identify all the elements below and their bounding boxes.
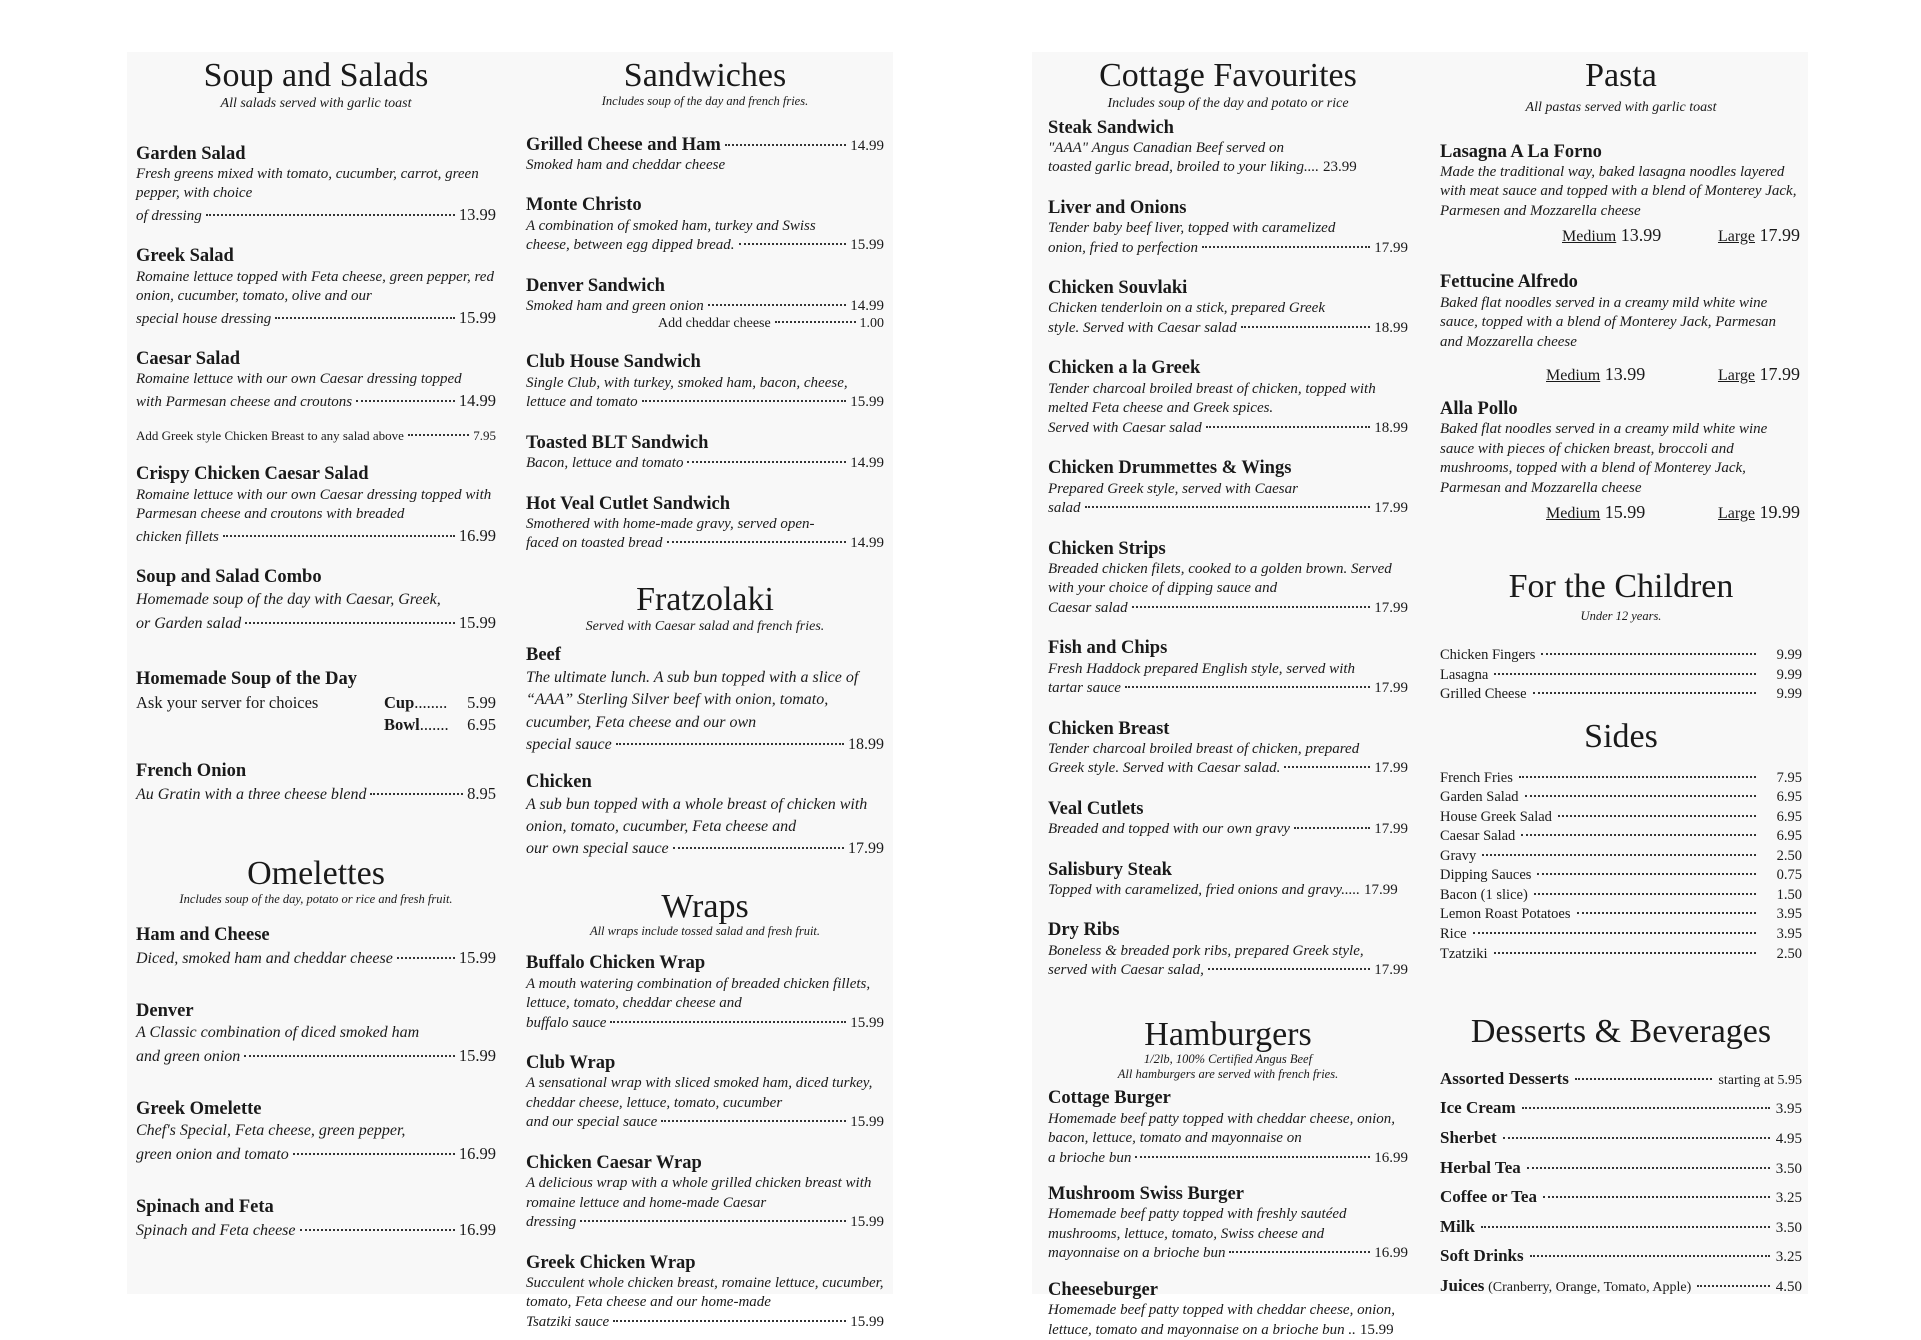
list-item: Lemon Roast Potatoes 3.95 [1440, 906, 1802, 923]
omelettes-title: Omelettes [247, 855, 385, 893]
list-item: Sherbet 4.95 [1440, 1128, 1802, 1148]
list-item: Rice 3.95 [1440, 926, 1802, 943]
menu-item: Club House Sandwich Single Club, with turkey, smoked ham, bacon, cheese, lettuce and tomato 15.99 [526, 352, 884, 411]
soup-salads-title: Soup and Salads [203, 57, 429, 94]
menu-item: Buffalo Chicken Wrap A mouth watering combination of breaded chicken fillets, lettuce, tomato, cheddar cheese and buffalo sauce 15.99 [526, 953, 884, 1031]
column-4 [1440, 58, 1802, 1300]
menu-item: Mushroom Swiss Burger Homemade beef patty topped with freshly sautéed mushrooms, lettuce, tomato, Swiss cheese and mayonnaise on a brioche bun 16.99 [1048, 1184, 1408, 1262]
list-item: Chicken Fingers 9.99 [1440, 647, 1802, 664]
menu-item: Chicken Souvlaki Chicken tenderloin on a stick, prepared Greek style. Served with Caesar salad 18.99 [1048, 278, 1408, 336]
list-item: Coffee or Tea 3.25 [1440, 1187, 1802, 1207]
menu-item: Beef The ultimate lunch. A sub bun topped with a slice of “AAA” Sterling Silver beef with onion, tomato, cucumber, Feta cheese and our own special sauce 18.99 [526, 645, 884, 753]
menu-item: Caesar Salad Romaine lettuce with our own Caesar dressing topped with Parmesan cheese and croutons 14.99 [136, 349, 496, 410]
menu-item: French Onion Au Gratin with a three cheese blend 8.95 [136, 760, 496, 803]
sandwiches-subtitle: Includes soup of the day and french fries. [601, 93, 809, 108]
wraps-subtitle: All wraps include tossed salad and fresh fruit. [589, 924, 821, 939]
hamburgers-title: Hamburgers [1144, 1015, 1312, 1053]
hamburgers-subtitle: 1/2lb, 100% Certified Angus Beef [1143, 1052, 1313, 1067]
menu-item: Toasted BLT Sandwich Bacon, lettuce and tomato 14.99 [526, 432, 884, 472]
wraps-title: Wraps [661, 887, 749, 925]
menu-item: Ham and Cheese Diced, smoked ham and cheddar cheese 15.99 [136, 924, 496, 968]
cottage-title: Cottage Favourites [1099, 57, 1357, 94]
list-item: Bacon (1 slice) 1.50 [1440, 886, 1802, 903]
addon-note: Add Greek style Chicken Breast to any salad above 7.95 [136, 428, 496, 444]
fratzolaki-subtitle: Served with Caesar salad and french fries. [585, 619, 825, 635]
menu-item: Greek Salad Romaine lettuce topped with Feta cheese, green pepper, red onion, cucumber, tomato, olive and our special house dressing 15.99 [136, 246, 496, 327]
soup-salads-subtitle: All salads served with garlic toast [220, 95, 412, 111]
desserts-title: Desserts & Beverages [1470, 1013, 1772, 1051]
menu-item: Cheeseburger Homemade beef patty topped with cheddar cheese, onion, lettuce, tomato and mayonnaise on a brioche bun .. 15.99 [1048, 1279, 1395, 1338]
menu-item: Lasagna A La Forno Made the traditional way, baked lasagna noodles layered with meat sauce and topped with a blend of Monterey Jack, Parmesen and Mozzarella cheese Medium 13.99 Large 17.99 [1440, 141, 1800, 246]
menu-item: Chicken A sub bun topped with a whole breast of chicken with onion, tomato, cucumber, Feta cheese and our own special sauce 17.99 [526, 772, 884, 858]
list-item: House Greek Salad 6.95 [1440, 808, 1802, 825]
menu-item: Liver and Onions Tender baby beef liver, topped with caramelized onion, fried to perfection 17.99 [1048, 197, 1408, 256]
cottage-subtitle: Includes soup of the day and potato or rice [1107, 95, 1349, 111]
menu-item: Steak Sandwich "AAA" Angus Canadian Beef served on toasted garlic bread, broiled to your liking.... 23.99 [1048, 117, 1357, 176]
pasta-subtitle: All pastas served with garlic toast [1525, 99, 1717, 115]
list-item: French Fries 7.95 [1440, 769, 1802, 786]
pasta-title: Pasta [1585, 57, 1657, 94]
list-item: Lasagna 9.99 [1440, 666, 1802, 683]
menu-item: Fish and Chips Fresh Haddock prepared English style, served with tartar sauce 17.99 [1048, 638, 1408, 697]
menu-item: Club Wrap A sensational wrap with sliced smoked ham, diced turkey, cheddar cheese, lettuce, tomato, cucumber and our special sauce 15.99 [526, 1053, 884, 1131]
menu-item: Greek Omelette Chef's Special, Feta cheese, green pepper, green onion and tomato 16.99 [136, 1098, 496, 1164]
list-item: Dipping Sauces 0.75 [1440, 867, 1802, 884]
list-item: Garden Salad 6.95 [1440, 789, 1802, 806]
menu-item: Cottage Burger Homemade beef patty topped with cheddar cheese, onion, bacon, lettuce, tomato and mayonnaise on a brioche bun 16.99 [1048, 1088, 1408, 1166]
omelettes-subtitle: Includes soup of the day, potato or rice and fresh fruit. [179, 891, 453, 906]
list-item: Caesar Salad 6.95 [1440, 828, 1802, 845]
menu-item: Chicken a la Greek Tender charcoal broiled breast of chicken, topped with melted Feta cheese and Greek spices. Served with Caesar salad 18.99 [1048, 358, 1408, 436]
menu-item: Salisbury Steak Topped with caramelized, fried onions and gravy..... 17.99 [1048, 859, 1398, 898]
list-item: Assorted Desserts starting at 5.95 [1440, 1068, 1802, 1088]
list-item: Grilled Cheese 9.99 [1440, 686, 1802, 703]
children-subtitle: Under 12 years. [1580, 609, 1662, 624]
list-item: Gravy 2.50 [1440, 847, 1802, 864]
menu-item: Hot Veal Cutlet Sandwich Smothered with home-made gravy, served open- faced on toasted bread 14.99 [526, 493, 884, 552]
column-2 [526, 58, 884, 1332]
list-item: Ice Cream 3.95 [1440, 1098, 1802, 1118]
menu-item: Chicken Caesar Wrap A delicious wrap with a whole grilled chicken breast with romaine lettuce and home-made Caesar dressing 15.99 [526, 1152, 884, 1231]
fratzolaki-title: Fratzolaki [636, 580, 774, 618]
menu-item: Monte Christo A combination of smoked ham, turkey and Swiss cheese, between egg dipped bread. 15.99 [526, 195, 884, 254]
menu-item: Grilled Cheese and Ham 14.99 Smoked ham and cheddar cheese [526, 134, 884, 173]
column-1 [136, 58, 496, 1242]
menu-item: Garden Salad Fresh greens mixed with tomato, cucumber, carrot, green pepper, with choice of dressing 13.99 [136, 143, 496, 224]
menu-item: Alla Pollo Baked flat noodles served in a creamy mild white wine sauce with pieces of chicken breast, broccoli and mushrooms, topped with a blend of Monterey Jack, Parmesan and Mozzarella cheese Medium 15.99 Large 19.99 [1440, 399, 1800, 523]
list-item: Milk 3.50 [1440, 1216, 1802, 1236]
menu-item: Crispy Chicken Caesar Salad Romaine lettuce with our own Caesar dressing topped with Parmesan cheese and croutons with breaded chicken fillets 16.99 [136, 464, 496, 545]
menu-item: Denver Sandwich Smoked ham and green onion 14.99 Add cheddar cheese 1.00 [526, 275, 884, 332]
menu-item: Chicken Drummettes & Wings Prepared Greek style, served with Caesar salad 17.99 [1048, 458, 1408, 517]
menu-item: Soup and Salad Combo Homemade soup of the day with Caesar, Greek, or Garden salad 15.99 [136, 567, 496, 632]
soup-of-the-day: Homemade Soup of the Day Ask your server for choices Cup ........ 5.99 Bowl ....... 6.95 [136, 669, 496, 734]
children-title: For the Children [1508, 568, 1734, 606]
sandwiches-title: Sandwiches [623, 57, 787, 94]
menu-item: Veal Cutlets Breaded and topped with our own gravy 17.99 [1048, 798, 1408, 838]
hamburgers-subtitle-2: All hamburgers are served with french fries. [1117, 1067, 1339, 1082]
sides-title: Sides [1584, 717, 1658, 755]
list-item: Soft Drinks 3.25 [1440, 1246, 1802, 1266]
menu-item: Greek Chicken Wrap Succulent whole chicken breast, romaine lettuce, cucumber, tomato, Feta cheese and our home-made Tsatziki sauce 15.99 [526, 1252, 884, 1330]
column-3 [1048, 58, 1408, 1340]
menu-item: Chicken Breast Tender charcoal broiled breast of chicken, prepared Greek style. Served with Caesar salad. 17.99 [1048, 718, 1408, 777]
list-item: Herbal Tea 3.50 [1440, 1157, 1802, 1177]
menu-item: Chicken Strips Breaded chicken filets, cooked to a golden brown. Served with your choice of dipping sauce and Caesar salad 17.99 [1048, 538, 1408, 616]
menu-item: Spinach and Feta Spinach and Feta cheese 16.99 [136, 1196, 496, 1239]
menu-item: Dry Ribs Boneless & breaded pork ribs, prepared Greek style, served with Caesar salad, 17.99 [1048, 920, 1408, 979]
list-item: Juices (Cranberry, Orange, Tomato, Apple) 4.50 [1440, 1275, 1802, 1295]
menu-item: Fettucine Alfredo Baked flat noodles served in a creamy mild white wine sauce, topped with a blend of Monterey Jack, Parmesan and Mozzarella cheese Medium 13.99 Large 17.99 [1440, 272, 1800, 385]
list-item: Tzatziki 2.50 [1440, 945, 1802, 962]
menu-item: Denver A Classic combination of diced smoked ham and green onion 15.99 [136, 1000, 496, 1066]
